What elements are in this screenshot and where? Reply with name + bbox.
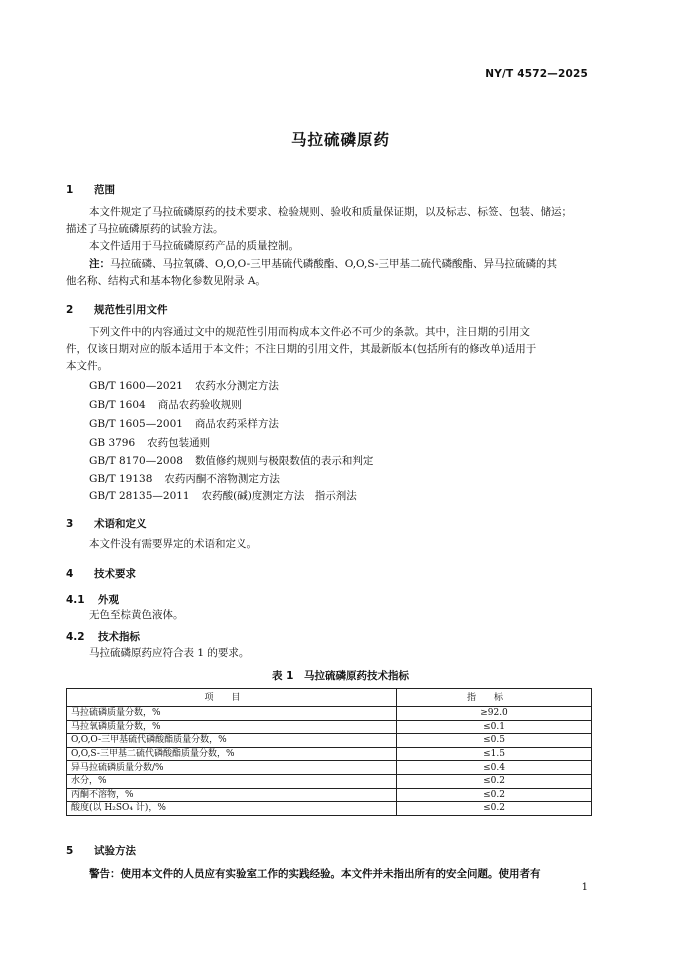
value-cell: ≤0.2 (397, 802, 592, 816)
section-1-heading (66, 182, 115, 197)
section-title: 规范性引用文件 (94, 304, 168, 316)
reference-title: 商品农药验收规则 (157, 399, 242, 411)
value-cell: ≤0.5 (397, 734, 592, 748)
item-cell: 水分，% (67, 774, 397, 788)
scope-paragraph-line-1: 本文件规定了马拉硫磷原药的技术要求、检验规则、验收和质量保证期，以及标志、标签、包装、储运； (89, 206, 572, 218)
reference-item (89, 471, 280, 486)
normative-ref-intro-line-2: 件，仅该日期对应的版本适用于本文件；不注日期的引用文件，其最新版本(包括所有的修改单)适用于 (66, 343, 537, 355)
appearance-paragraph: 无色至棕黄色液体。 (89, 609, 184, 621)
section-number: 3 (66, 518, 74, 530)
value-cell: ≤0.2 (397, 788, 592, 802)
section-title: 技术要求 (94, 568, 136, 580)
subsection-title: 技术指标 (98, 631, 140, 643)
value-cell: ≥92.0 (397, 707, 592, 721)
table-row (67, 802, 592, 816)
item-cell: O,O,O-三甲基硫代磷酸酯质量分数，% (67, 734, 397, 748)
table-row (67, 720, 592, 734)
reference-item (89, 397, 242, 412)
standard-code: NY/T 4572—2025 (485, 68, 588, 80)
note-text: 马拉硫磷、马拉氧磷、O,O,O-三甲基硫代磷酸酯、O,O,S-三甲基二硫代磷酸酯、异马拉硫磷的其 (110, 258, 557, 270)
subsection-title: 外观 (98, 594, 119, 606)
item-cell: 丙酮不溶物，% (67, 788, 397, 802)
reference-code: GB/T 1604 (89, 399, 146, 411)
reference-code: GB/T 19138 (89, 473, 153, 485)
value-cell: ≤0.4 (397, 761, 592, 775)
table-row (67, 761, 592, 775)
reference-code: GB 3796 (89, 437, 136, 449)
reference-title: 商品农药采样方法 (194, 418, 279, 430)
reference-item (89, 416, 279, 431)
item-cell: 异马拉硫磷质量分数/% (67, 761, 397, 775)
technical-indicators-table (66, 688, 592, 816)
table-row (67, 788, 592, 802)
table-row (67, 774, 592, 788)
reference-code: GB/T 28135—2011 (89, 490, 190, 502)
section-2-heading (66, 302, 168, 317)
normative-ref-intro-line-3: 本文件。 (66, 360, 108, 372)
table-row (67, 734, 592, 748)
reference-code: GB/T 8170—2008 (89, 455, 183, 467)
section-number: 5 (66, 845, 74, 857)
subsection-4-1-heading (66, 592, 119, 607)
item-cell: 酸度(以 H₂SO₄ 计)，% (67, 802, 397, 816)
section-title: 范围 (94, 184, 115, 196)
subsection-number: 4.1 (66, 594, 85, 606)
reference-title: 农药丙酮不溶物测定方法 (164, 473, 280, 485)
value-cell: ≤0.2 (397, 774, 592, 788)
item-cell: 马拉硫磷质量分数，% (67, 707, 397, 721)
table-header-row (67, 689, 592, 707)
section-title: 试验方法 (94, 845, 136, 857)
document-title: 马拉硫磷原药 (290, 131, 390, 149)
section-number: 1 (66, 184, 74, 196)
item-cell: O,O,S-三甲基二硫代磷酸酯质量分数，% (67, 747, 397, 761)
section-number: 4 (66, 568, 74, 580)
page-number: 1 (581, 882, 588, 893)
section-4-heading (66, 566, 136, 581)
column-header-item: 项目 (67, 689, 397, 707)
reference-item (89, 488, 357, 503)
normative-ref-intro-line-1: 下列文件中的内容通过文中的规范性引用而构成本文件必不可少的条款。其中，注日期的引用文 (89, 326, 530, 338)
table-row (67, 747, 592, 761)
reference-title: 农药酸(碱)度测定方法 指示剂法 (201, 490, 357, 502)
table-caption: 表 1 马拉硫磷原药技术指标 (272, 670, 409, 682)
reference-item (89, 435, 210, 450)
reference-title: 农药水分测定方法 (194, 380, 279, 392)
section-5-heading (66, 843, 136, 858)
value-cell: ≤0.1 (397, 720, 592, 734)
scope-note-line-2: 他名称、结构式和基本物化参数见附录 A。 (66, 275, 266, 287)
reference-code: GB/T 1600—2021 (89, 380, 183, 392)
scope-note-line-1 (89, 256, 557, 274)
table-row (67, 707, 592, 721)
subsection-number: 4.2 (66, 631, 85, 643)
reference-title: 数值修约规则与极限数值的表示和判定 (194, 455, 374, 467)
reference-item (89, 378, 279, 393)
section-title: 术语和定义 (94, 518, 147, 530)
terms-paragraph: 本文件没有需要界定的术语和定义。 (89, 538, 257, 550)
note-label: 注： (89, 258, 110, 270)
reference-title: 农药包装通则 (147, 437, 211, 449)
section-3-heading (66, 516, 147, 531)
section-number: 2 (66, 304, 74, 316)
scope-applicability: 本文件适用于马拉硫磷原药产品的质量控制。 (89, 240, 299, 252)
scope-paragraph-line-2: 描述了马拉硫磷原药的试验方法。 (66, 223, 224, 235)
reference-code: GB/T 1605—2001 (89, 418, 183, 430)
column-header-value: 指标 (397, 689, 592, 707)
safety-warning: 警告：使用本文件的人员应有实验室工作的实践经验。本文件并未指出所有的安全问题。使用者有 (89, 868, 541, 880)
reference-item (89, 453, 373, 468)
subsection-4-2-heading (66, 629, 140, 644)
item-cell: 马拉氧磷质量分数，% (67, 720, 397, 734)
indicators-paragraph: 马拉硫磷原药应符合表 1 的要求。 (89, 647, 250, 659)
value-cell: ≤1.5 (397, 747, 592, 761)
